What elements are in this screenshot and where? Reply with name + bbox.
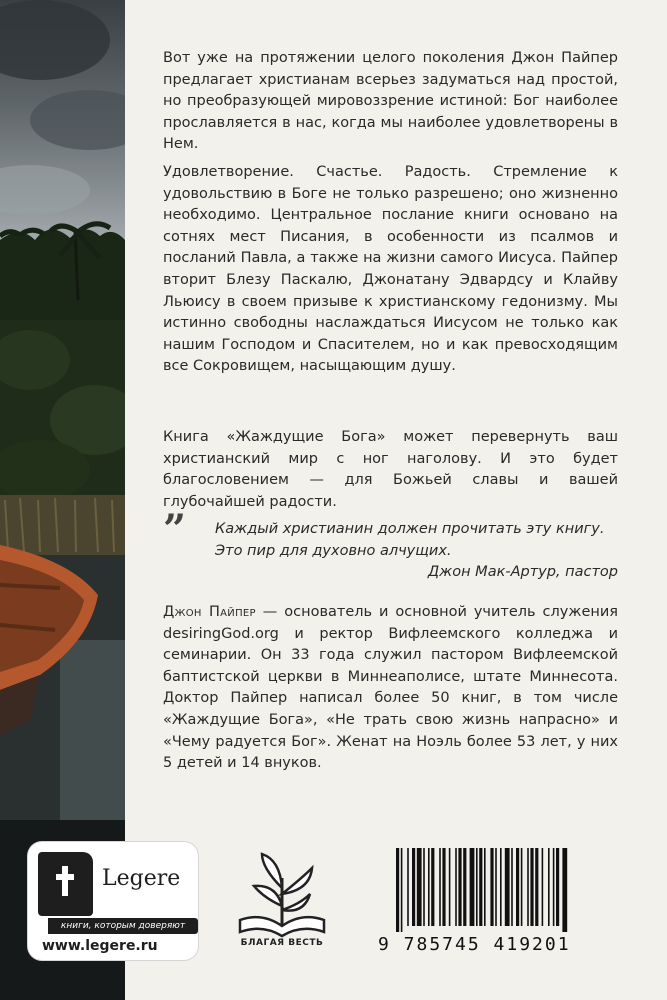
- author-bio: [163, 602, 618, 775]
- publisher-brand: Legere: [102, 866, 181, 891]
- barcode-bar: [439, 848, 441, 926]
- barcode-bar: [396, 848, 399, 932]
- barcode-bar: [431, 848, 434, 926]
- barcode-bar: [516, 848, 519, 926]
- quote-author: Джон Мак-Артур, пастор: [427, 564, 618, 581]
- sprout-book-icon: [232, 848, 332, 938]
- barcode-bar: [463, 848, 466, 926]
- barcode-bar: [476, 848, 478, 926]
- barcode-bar: [428, 848, 430, 926]
- barcode-bar: [455, 848, 457, 926]
- barcode-bar: [530, 848, 533, 926]
- barcode-bar: [442, 848, 445, 926]
- barcode-bar: [511, 848, 513, 926]
- publisher-tagline: книги, которым доверяют: [48, 918, 198, 934]
- endorsement-quote: [215, 519, 620, 584]
- barcode-bar: [542, 848, 544, 926]
- barcode-bar: [423, 848, 425, 926]
- quote-mark-icon: ”: [163, 506, 187, 553]
- barcode-bar: [548, 848, 550, 926]
- barcode-bar: [521, 848, 523, 926]
- author-name: Джон Пайпер: [163, 604, 256, 620]
- barcode-bar: [562, 848, 567, 932]
- publisher-url: www.legere.ru: [42, 938, 158, 954]
- closing-paragraph: Книга «Жаждущие Бога» может перевернуть ваш христианский мир с ног наголову. И это будет благословением — для Божьей славы и вашей глубочайшей радости.: [163, 429, 618, 510]
- bible-book-icon: [38, 852, 93, 916]
- quote-text: Каждый христианин должен прочитать эту книгу. Это пир для духовно алчущих.: [215, 521, 605, 559]
- barcode-bar: [412, 848, 415, 926]
- barcode-bar: [458, 848, 461, 926]
- legere-publisher-badge: [28, 842, 198, 960]
- intro-paragraph: Вот уже на протяжении целого поколения Джон Пайпер предлагает христианам всерьез задуматься над простой, но преобразующей мировоззрение истиной: Бог наиболее прославляется в нас, когда мы наиболее удовлетворены в Нем.: [163, 50, 618, 153]
- barcode-bar: [407, 848, 409, 926]
- imprint-label: БЛАГАЯ ВЕСТЬ: [240, 938, 324, 948]
- barcode-bar: [484, 848, 486, 926]
- barcode-bar: [401, 848, 403, 932]
- barcode-bar: [556, 848, 559, 926]
- barcode-bar: [505, 848, 510, 926]
- barcode-bar: [553, 848, 555, 926]
- author-bio-text: — основатель и основной учитель служения desiringGod.org и ректор Вифлеемского колледжа и семинарии. Он 33 года служил пастором Вифлеемской баптистской церкви в Миннеаполисе, штате Миннесота. Доктор Пайпер написал более 50 книг, в том числе «Жаждущие Бога», «Не трать свою жизнь напрасно» и «Чему радуется Бог». Женат на Ноэль более 53 лет, у них 5 детей и 14 внуков.: [163, 604, 618, 772]
- barcode-bar: [479, 848, 482, 926]
- isbn-barcode: [378, 848, 610, 960]
- barcode-digits: 9 785745 419201: [378, 934, 571, 955]
- barcode-bar: [417, 848, 422, 926]
- barcode-bar: [449, 848, 451, 926]
- barcode-bar: [527, 848, 529, 926]
- barcode-bar: [470, 848, 475, 926]
- imprint-logo: [232, 848, 332, 960]
- barcode-bar: [535, 848, 538, 926]
- barcode-bar: [495, 848, 497, 926]
- barcode-bar: [500, 848, 502, 926]
- description-paragraph: Удовлетворение. Счастье. Радость. Стремление к удовольствию в Боге не только разрешено; оно жизненно необходимо. Центральное послание книги основано на сотнях мест Писания, в особенности из псалмов и посланий Павла, а также на жизни самого Иисуса. Пайпер вторит Блезу Паскалю, Джонатану Эдвардсу и Клайву Льюису в своем призыве к христианскому гедонизму. Мы истинно свободны наслаждаться Иисусом не только как нашим Господом и Спасителем, но и как превосходящим все Сокровищем, насыщающим душу.: [163, 164, 618, 375]
- barcode-bars: [378, 848, 610, 932]
- barcode-bar: [490, 848, 493, 926]
- cross-icon: [56, 866, 74, 896]
